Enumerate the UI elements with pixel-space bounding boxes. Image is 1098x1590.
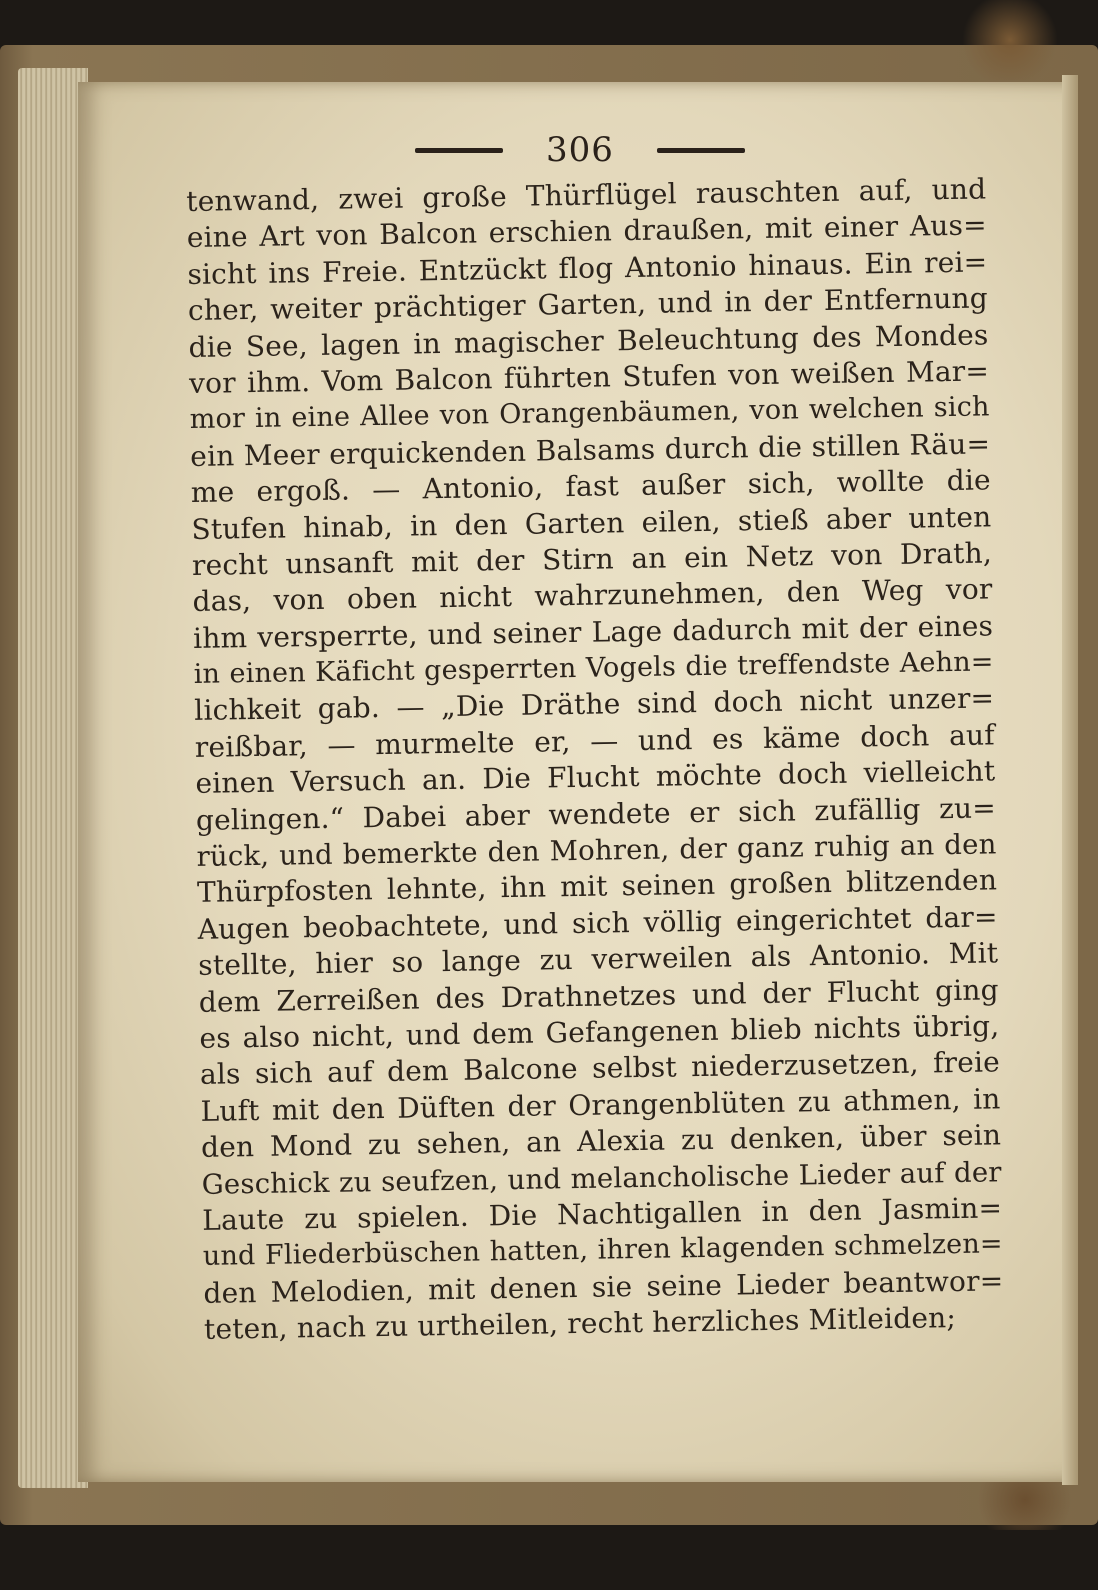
text-line: stellte, hier so lange zu verweilen als Antonio. Mit xyxy=(198,936,999,983)
text-line: den Mond zu sehen, an Alexia zu denken, über sein xyxy=(200,1118,1002,1165)
text-line: in einen Käficht gesperrten Vogels die treffendste Aehn= xyxy=(193,646,994,691)
text-line: ein Meer erquickenden Balsams durch die stillen Räu= xyxy=(190,427,991,473)
text-line: die See, lagen in magischer Beleuchtung des Mondes xyxy=(188,317,989,364)
text-line: Geschick zu seufzen, und melancholische Lieder auf der xyxy=(201,1155,1002,1201)
text-line: es also nicht, und dem Gefangenen blieb nichts übrig, xyxy=(199,1009,1000,1055)
text-line: teten, nach zu urtheilen, recht herzliches Mitleiden; xyxy=(203,1301,957,1346)
text-line: einen Versuch an. Die Flucht möchte doch vielleicht xyxy=(195,754,996,801)
text-line: das, von oben nicht wahrzunehmen, den Weg vor xyxy=(192,572,993,619)
text-line: cher, weiter prächtiger Garten, und in der Entfernung xyxy=(187,281,989,328)
text-line: vor ihm. Vom Balcon führten Stufen von weißen Mar= xyxy=(188,354,990,400)
text-line: mor in eine Allee von Orangenbäumen, von welchen sich xyxy=(189,391,990,436)
text-line: eine Art von Balcon erschien draußen, mit einer Aus= xyxy=(186,208,988,255)
text-line: me ergoß. — Antonio, fast außer sich, wollte die xyxy=(190,463,992,510)
text-line: Laute zu spielen. Die Nachtigallen in den Jasmin= xyxy=(202,1191,1003,1237)
page-number: 306 xyxy=(546,130,614,170)
text-line: Luft mit den Düften der Orangenblüten zu athmen, in xyxy=(200,1082,1001,1128)
text-line: gelingen.“ Dabei aber wendete er sich zufällig zu= xyxy=(195,790,997,837)
text-line: recht unsanft mit der Stirn an ein Netz von Drath, xyxy=(191,536,993,582)
text-line: reißbar, — murmelte er, — und es käme doch auf xyxy=(194,718,996,764)
text-line: Thürpfosten lehnte, ihn mit seinen großen blitzenden xyxy=(196,863,998,910)
text-line: ihm versperrte, und seiner Lage dadurch mit der eines xyxy=(192,609,994,655)
page-gutter-edge xyxy=(1062,75,1078,1485)
cover-stain xyxy=(955,0,1065,80)
page-header xyxy=(415,124,745,176)
header-rule-right xyxy=(657,148,745,153)
text-line: sicht ins Freie. Entzückt flog Antonio hinaus. Ein rei= xyxy=(187,245,988,291)
page-body-text xyxy=(186,171,1004,1348)
text-line: dem Zerreißen des Drathnetzes und der Flucht ging xyxy=(198,972,1000,1019)
text-line: Stufen hinab, in den Garten eilen, stieß aber unten xyxy=(191,499,992,546)
text-line: lichkeit gab. — „Die Dräthe sind doch nicht unzer= xyxy=(194,681,995,728)
text-line: und Fliederbüschen hatten, ihren klagenden schmelzen= xyxy=(202,1228,1003,1273)
text-line: Augen beobachtete, und sich völlig eingerichtet dar= xyxy=(197,900,998,946)
text-line: tenwand, zwei große Thürflügel rauschten auf, und xyxy=(186,172,987,218)
text-line: den Melodien, mit denen sie seine Lieder beantwor= xyxy=(203,1264,1004,1310)
header-rule-left xyxy=(415,148,503,153)
text-line: rück, und bemerkte den Mohren, der ganz ruhig an den xyxy=(196,828,997,873)
text-line: als sich auf dem Balcone selbst niederzusetzen, freie xyxy=(199,1045,1001,1092)
